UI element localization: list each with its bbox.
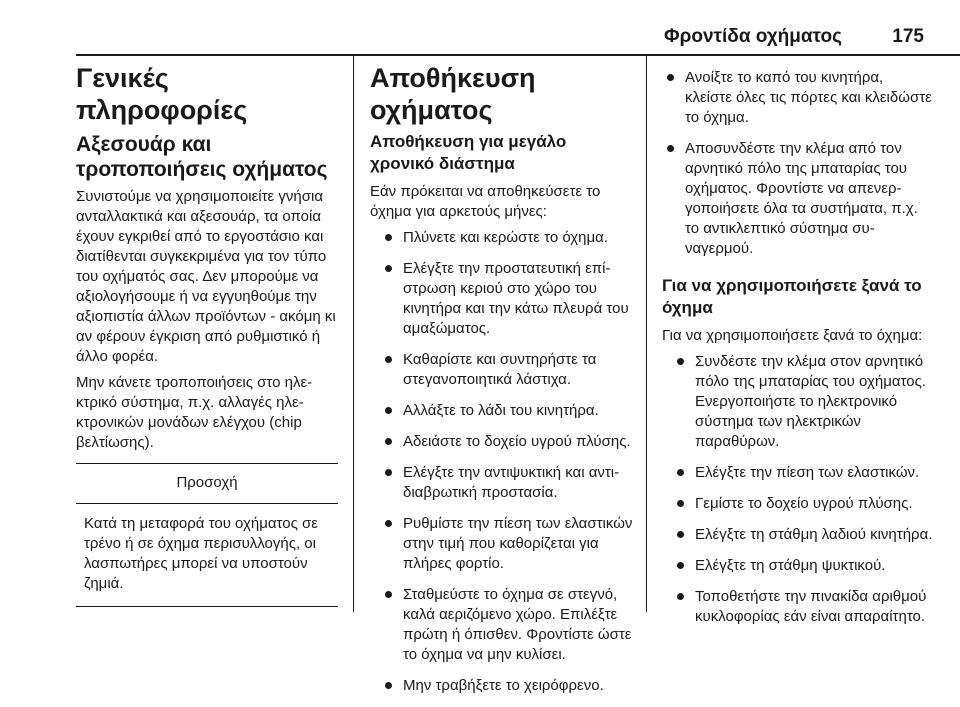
subheading-reuse-vehicle: Για να χρησιμοποιήσετε ξανά το όχημα xyxy=(662,276,922,317)
list-item: Τοποθετήστε την πινακίδα αριθμού κυκλοφορίας εάν είναι απαραίτητο. xyxy=(672,587,934,627)
column-storage-continued xyxy=(662,56,934,638)
column-general-info xyxy=(76,56,338,607)
list-item: Ελέγξτε τη στάθμη ψυκτικού. xyxy=(672,556,934,576)
list-item: Αποσυνδέστε την κλέμα από τον αρνητικό πόλο της μπαταρίας του οχήματος. Φροντίστε να απενεργοποιήσετε όλα τα συστήματα, π.χ. το αντικλεπτικό σύστημα συναγερμού. xyxy=(662,139,934,259)
list-item: Συνδέστε την κλέμα στον αρνητικό πόλο της μπαταρίας του οχήματος. Ενεργοποιήστε το ηλεκτρονικό σύστημα των ηλεκτρικών παραθύρων. xyxy=(672,352,934,452)
section-heading-vehicle-storage: Αποθήκευση οχήματος xyxy=(370,63,536,125)
list-item: Ανοίξτε το καπό του κινητήρα, κλείστε όλες τις πόρτες και κλειδώστε το όχημα. xyxy=(662,68,934,128)
reuse-steps-list xyxy=(662,352,934,627)
column-vehicle-storage xyxy=(370,56,634,707)
caution-box xyxy=(76,463,338,607)
running-header xyxy=(600,24,924,54)
list-item: Μην τραβήξετε το χειρόφρενο. xyxy=(380,676,634,696)
list-item: Καθαρίστε και συντηρήστε τα στεγανοποιητικά λάστιχα. xyxy=(380,350,634,390)
list-item: Ρυθμίστε την πίεση των ελαστικών στην τιμή που καθορίζεται για πλήρες φορτίο. xyxy=(380,514,634,574)
paragraph-storage-intro: Εάν πρόκειται να αποθηκεύσετε το όχημα για αρκετούς μήνες: xyxy=(370,183,601,220)
page-number: 175 xyxy=(892,26,924,47)
list-item: Ελέγξτε την προστατευτική επίστρωση κεριού στο χώρο του κινητήρα και την κάτω πλευρά του αμαξώματος. xyxy=(380,259,634,339)
list-item: Πλύνετε και κερώστε το όχημα. xyxy=(380,228,634,248)
list-item: Γεμίστε το δοχείο υγρού πλύσης. xyxy=(672,494,934,514)
storage-steps-continued-list xyxy=(662,68,934,259)
column-divider-right xyxy=(646,56,647,612)
paragraph-reuse-intro: Για να χρησιμοποιήσετε ξανά το όχημα: xyxy=(662,327,923,344)
paragraph-accessories: Συνιστούμε να χρησιμοποιείτε γνήσια ανταλλακτικά και αξεσουάρ, τα οποία έχουν εγκριθεί από το εργοστάσιο και διατίθενται συγκεκριμένα για τον τύπο του οχήματός σας. Δεν μπορούμε να αξιολογήσουμε ή να εγγυηθούμε την αξιοπιστία άλλων προϊόντων - ακόμη κι αν φέρουν έγκριση από ρυθμιστικό ή άλλο φορέα. xyxy=(76,188,336,365)
subheading-accessories: Αξεσουάρ και τροποποιήσεις οχήματος xyxy=(76,133,328,181)
list-item: Ελέγξτε την πίεση των ελαστικών. xyxy=(672,463,934,483)
paragraph-electrical-modifications: Μην κάνετε τροποποιήσεις στο ηλεκτρικό σύστημα, π.χ. αλλαγές ηλεκτρονικών μονάδων ελέγχου (chip βελτίωσης). xyxy=(76,374,313,451)
storage-steps-list xyxy=(370,228,634,696)
section-heading-general-info: Γενικές πληροφορίες xyxy=(76,63,248,125)
subheading-long-term-storage: Αποθήκευση για μεγάλο χρονικό διάστημα xyxy=(370,132,567,173)
list-item: Ελέγξτε την αντιψυκτική και αντιδιαβρωτική προστασία. xyxy=(380,463,634,503)
list-item: Σταθμεύστε το όχημα σε στεγνό, καλά αεριζόμενο χώρο. Επιλέξτε πρώτη ή όπισθεν. Φροντίστε ώστε το όχημα να μην κυλίσει. xyxy=(380,585,634,665)
column-divider-left xyxy=(353,56,354,612)
list-item: Αλλάξτε το λάδι του κινητήρα. xyxy=(380,401,634,421)
list-item: Ελέγξτε τη στάθμη λαδιού κινητήρα. xyxy=(672,525,934,545)
list-item: Αδειάστε το δοχείο υγρού πλύσης. xyxy=(380,432,634,452)
caution-title: Προσοχή xyxy=(76,464,338,504)
header-title: Φροντίδα οχήματος xyxy=(664,26,842,47)
caution-text: Κατά τη μεταφορά του οχήματος σε τρένο ή σε όχημα περισυλλογής, οι λασπωτήρες μπορεί να υποστούν ζημιά. xyxy=(84,515,318,592)
